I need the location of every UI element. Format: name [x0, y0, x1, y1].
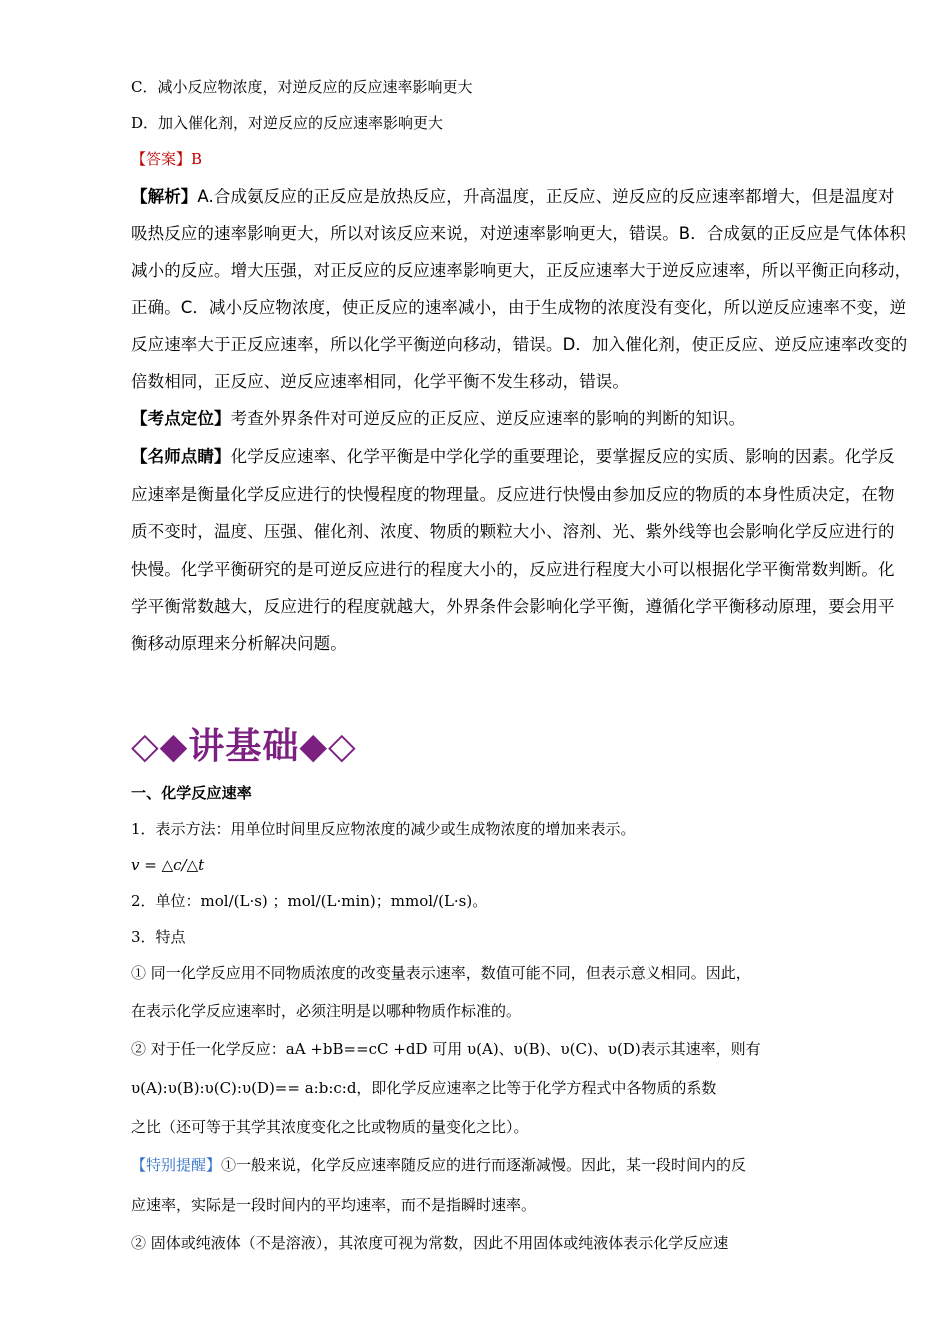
mingshi-line-3: 质不变时，温度、压强、催化剂、浓度、物质的颗粒大小、溶剂、光、紫外线等也会影响化学反应进行的 [131, 522, 895, 541]
mingshi-line-6: 衡移动原理来分析解决问题。 [131, 634, 347, 653]
analysis-line-6: 倍数相同，正反应、逆反应速率相同，化学平衡不发生移动，错误。 [131, 372, 629, 391]
item-1: 1．表示方法：用单位时间里反应物浓度的减少或生成物浓度的增加来表示。 [131, 820, 636, 838]
tip-text: ①一般来说，化学反应速率随反应的进行而逐渐减慢。因此，某一段时间内的反 [221, 1156, 747, 1174]
analysis-label: 【解析】 [131, 187, 198, 206]
analysis-line-5: 反应速率大于正反应速率，所以化学平衡逆向移动，错误。D．加入催化剂，使正反应、逆反应速率改变的 [131, 335, 908, 354]
analysis-line-3: 减小的反应。增大压强，对正反应的反应速率影响更大，正反应速率大于逆反应速率，所以平衡正向移动， [131, 261, 912, 280]
answer-label: 【答案】 [131, 150, 192, 168]
formula: v = △c/△t [131, 856, 205, 874]
point-2-line-2: υ(A):υ(B):υ(C):υ(D)== a:b:c:d，即化学反应速率之比等于化学方程式中各物质的系数 [131, 1079, 717, 1097]
answer-value: B [191, 150, 203, 168]
analysis-line-1 [131, 187, 894, 207]
option-d: D．加入催化剂，对逆反应的反应速率影响更大 [131, 114, 444, 132]
option-c: C．减小反应物浓度，对逆反应的反应速率影响更大 [131, 78, 473, 96]
tip-line-3: ② 固体或纯液体（不是溶液），其浓度可视为常数，因此不用固体或纯液体表示化学反应速 [131, 1234, 729, 1252]
tip-line-2: 应速率，实际是一段时间内的平均速率，而不是指瞬时速率。 [131, 1196, 537, 1214]
mingshi-line-2: 应速率是衡量化学反应进行的快慢程度的物理量。反应进行快慢由参加反应的物质的本身性质决定，在物 [131, 485, 895, 504]
point-1-line-1: ① 同一化学反应用不同物质浓度的改变量表示速率，数值可能不同，但表示意义相同。因此， [131, 964, 751, 982]
kaodian-label: 【考点定位】 [131, 409, 231, 428]
mingshi-line-1 [131, 447, 895, 467]
kaodian-text: 考查外界条件对可逆反应的正反应、逆反应速率的影响的判断的知识。 [230, 409, 746, 428]
tip-line-1 [131, 1155, 746, 1175]
analysis-text: A.合成氨反应的正反应是放热反应，升高温度，正反应、逆反应的反应速率都增大，但是温度对 [197, 187, 895, 206]
tip-label: 【特别提醒】 [131, 1156, 222, 1174]
mingshi-line-5: 学平衡常数越大，反应进行的程度就越大，外界条件会影响化学平衡，遵循化学平衡移动原理，要会用平 [131, 597, 895, 616]
mingshi-text: 化学反应速率、化学平衡是中学化学的重要理论，要掌握反应的实质、影响的因素。化学反 [230, 447, 895, 466]
point-2-line-1: ② 对于任一化学反应：aA +bB==cC +dD 可用 υ(A)、υ(B)、υ(C)、υ(D)表示其速率，则有 [131, 1040, 761, 1058]
kaodian-line [131, 409, 745, 429]
answer-line [131, 149, 202, 169]
mingshi-line-4: 快慢。化学平衡研究的是可逆反应进行的程度大小的，反应进行程度大小可以根据化学平衡常数判断。化 [131, 560, 895, 579]
point-2-line-3: 之比（还可等于其学其浓度变化之比或物质的量变化之比）。 [131, 1118, 529, 1136]
item-2: 2．单位：mol/(L·s) ；mol/(L·min)；mmol/(L·s)。 [131, 892, 488, 910]
analysis-line-4: 正确。C．减小反应物浓度，使正反应的速率减小，由于生成物的浓度没有变化，所以逆反应速率不变，逆 [131, 298, 907, 317]
point-1-line-2: 在表示化学反应速率时，必须注明是以哪种物质作标准的。 [131, 1002, 522, 1020]
section-banner: ◇◆讲基础◆◇ [131, 724, 357, 767]
analysis-line-2: 吸热反应的速率影响更大，所以对该反应来说，对逆速率影响更大，错误。B．合成氨的正反应是气体体积 [131, 224, 907, 243]
mingshi-label: 【名师点睛】 [131, 447, 231, 466]
item-3: 3．特点 [131, 928, 186, 946]
section-heading: 一、化学反应速率 [131, 784, 252, 802]
